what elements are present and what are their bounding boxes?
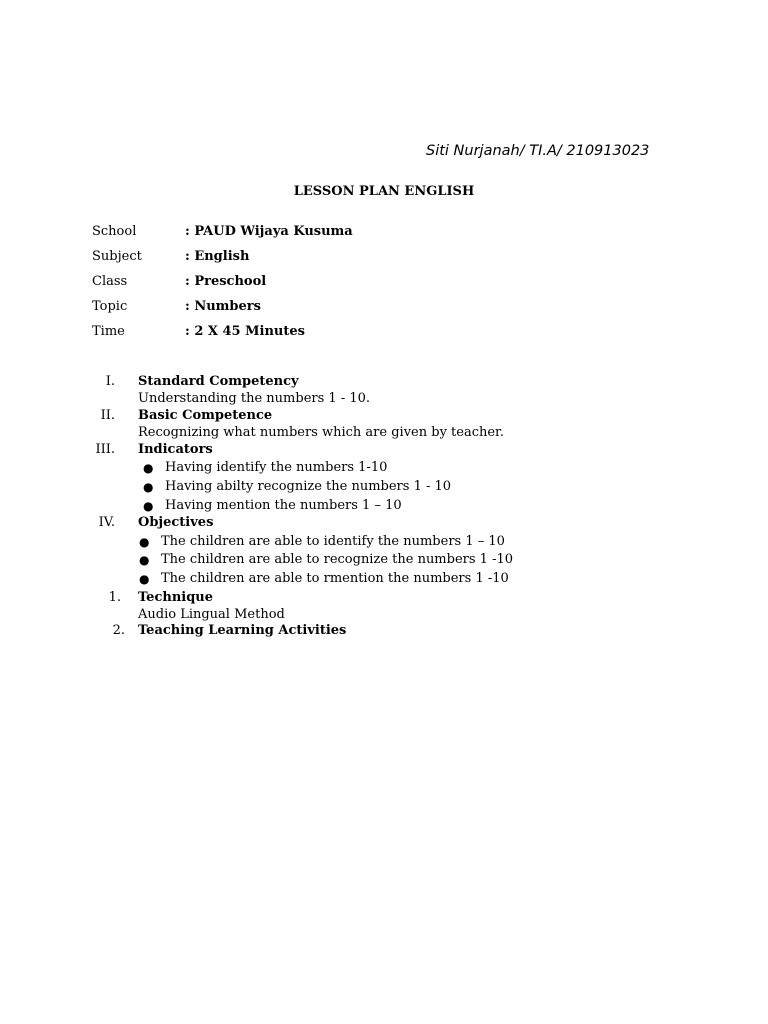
bullet-icon: ● [143, 499, 154, 513]
section-text: Audio Lingual Method [138, 607, 285, 622]
bullet-icon: ● [143, 461, 154, 475]
bullet-icon: ● [139, 535, 150, 549]
list-item: The children are able to recognize the numbers 1 -10 [161, 552, 514, 567]
list-item: Having identify the numbers 1-10 [165, 460, 388, 475]
section-heading: Indicators [138, 442, 213, 457]
section-number: II. [100, 408, 115, 423]
section-heading: Objectives [138, 515, 214, 530]
bullet-icon: ● [139, 572, 150, 586]
section-heading: Teaching Learning Activities [138, 623, 347, 638]
info-value-time: : 2 X 45 Minutes [185, 324, 305, 339]
info-label-time: Time [92, 324, 125, 339]
section-heading: Basic Competence [138, 408, 273, 423]
section-number: III. [95, 442, 115, 457]
list-item: Having abilty recognize the numbers 1 - 10 [165, 479, 452, 494]
info-value-topic: : Numbers [185, 299, 261, 314]
list-item: Having mention the numbers 1 – 10 [165, 498, 402, 513]
section-heading: Technique [138, 590, 214, 605]
info-label-school: School [92, 224, 137, 239]
info-label-topic: Topic [92, 299, 128, 314]
bullet-icon: ● [143, 480, 154, 494]
section-number: 1. [108, 590, 121, 605]
section-text: Recognizing what numbers which are given by teacher. [138, 425, 504, 440]
info-value-subject: : English [185, 249, 250, 264]
info-label-class: Class [92, 274, 128, 289]
section-heading: Standard Competency [138, 374, 299, 389]
document-title: LESSON PLAN ENGLISH [293, 184, 475, 199]
bullet-icon: ● [139, 553, 150, 567]
info-value-class: : Preschool [185, 274, 267, 289]
section-text: Understanding the numbers 1 - 10. [138, 391, 371, 406]
info-value-school: : PAUD Wijaya Kusuma [185, 224, 353, 239]
info-label-subject: Subject [92, 249, 142, 264]
author-line: Siti Nurjanah/ TI.A/ 210913023 [426, 143, 650, 159]
section-number: I. [105, 374, 115, 389]
list-item: The children are able to rmention the numbers 1 -10 [161, 571, 509, 586]
section-number: IV. [98, 515, 115, 530]
section-number: 2. [112, 623, 125, 638]
list-item: The children are able to identify the numbers 1 – 10 [161, 534, 505, 549]
